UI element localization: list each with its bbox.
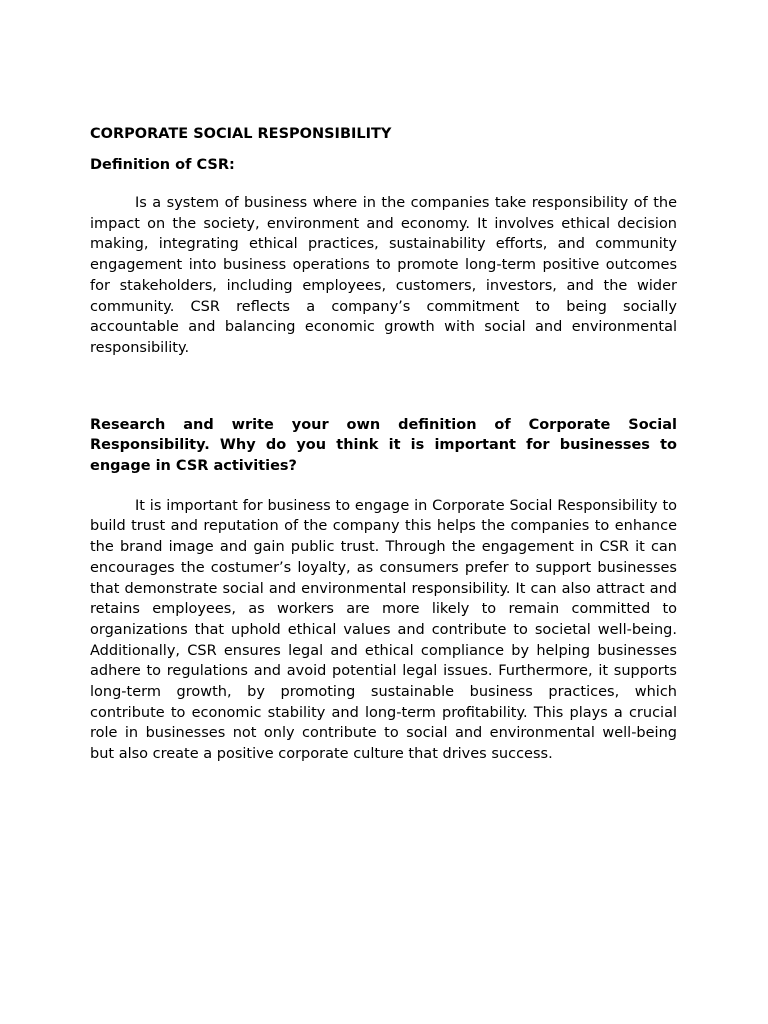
definition-paragraph: Is a system of business where in the companies take responsibility of the impact on the society, environment and economy. It involves ethical decision making, integrating ethical practices, sustainability efforts, and community engagement into business operations to promote long-term positive outcomes for stakeholders, including employees, customers, investors, and the wider community. CSR reflects a company’s commitment to being socially accountable and balancing economic growth with social and environmental responsibility. (90, 195, 677, 356)
answer-paragraph: It is important for business to engage in Corporate Social Responsibility to build trust and reputation of the company this helps the companies to enhance the brand image and gain public trust. Through the engagement in CSR it can encourages the costumer’s loyalty, as consumers prefer to support businesses that demonstrate social and environmental responsibility. It can also attract and retains employees, as workers are more likely to remain committed to organizations that uphold ethical values and contribute to societal well-being. Additionally, CSR ensures legal and ethical compliance by helping businesses adhere to regulations and avoid potential legal issues. Furthermore, it supports long-term growth, by promoting sustainable business practices, which contribute to economic stability and long-term profitability. This plays a crucial role in businesses not only contribute to social and environmental well-being but also create a positive corporate culture that drives success. (90, 497, 677, 763)
document-page (90, 124, 677, 765)
question-heading: Research and write your own definition of Corporate Social Responsibility. Why do you think it is important for businesses to engage in CSR activities? (90, 416, 677, 475)
question-block (90, 415, 677, 765)
definition-heading: Definition of CSR: (90, 157, 235, 173)
document-title: CORPORATE SOCIAL RESPONSIBILITY (90, 126, 392, 142)
